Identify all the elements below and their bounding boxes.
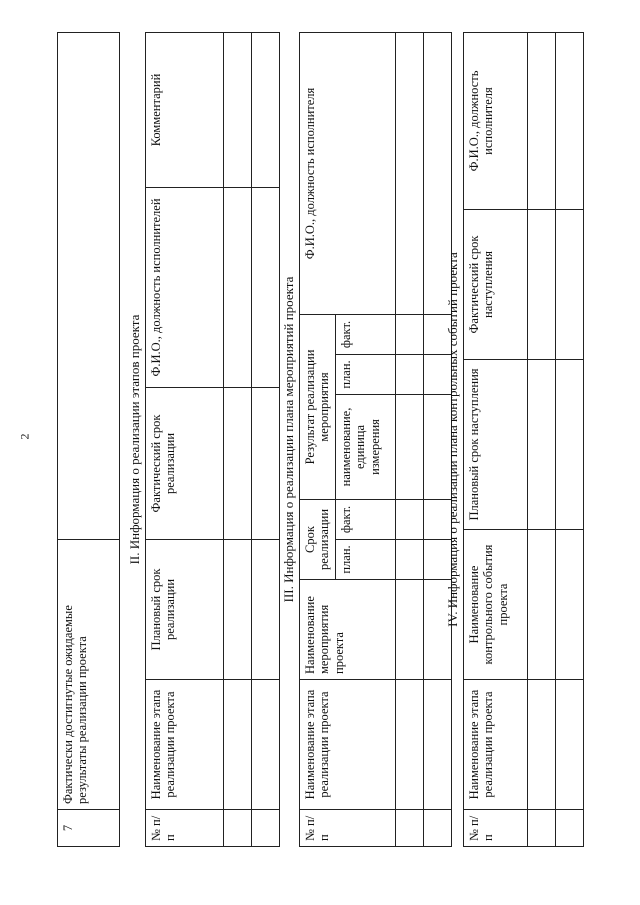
page-number: 2 xyxy=(17,433,32,440)
section2-table xyxy=(145,32,280,847)
section3-table xyxy=(299,32,452,847)
s3-h-num: № п/п xyxy=(300,810,396,847)
s2-h-fact: Фактический срок реализации xyxy=(146,388,224,540)
s2-h-num: № п/п xyxy=(146,810,224,847)
s3-h-term-fact: факт. xyxy=(335,500,395,540)
s3-h-result-name: наименование, единица измерения xyxy=(335,395,395,500)
s4-h-executor: Ф.И.О., должность исполнителя xyxy=(464,33,528,210)
section4-title: IV. Информация о реализации плана контрольных событий проекта xyxy=(445,252,460,627)
s4-h-num: № п/п xyxy=(464,810,528,847)
s3-h-executor: Ф.И.О., должность исполнителя xyxy=(300,33,396,315)
s2-h-comment: Комментарий xyxy=(146,33,224,188)
table-row xyxy=(556,33,584,847)
s4-h-fact: Фактический срок наступления xyxy=(464,210,528,360)
s2-h-plan: Плановый срок реализации xyxy=(146,540,224,680)
s4-h-stage: Наименование этапа реализации проекта xyxy=(464,680,528,810)
section3-title: III. Информация о реализации плана мероприятий проекта xyxy=(281,276,296,603)
section2-title: II. Информация о реализации этапов проекта xyxy=(127,314,142,565)
page-content xyxy=(57,32,587,847)
s4-h-event: Наименование контрольного события проекта xyxy=(464,530,528,680)
section4-table xyxy=(463,32,584,847)
row7-table xyxy=(57,32,120,847)
s3-h-term: Срок реализации xyxy=(300,500,336,580)
s3-h-result-fact: факт. xyxy=(335,315,395,355)
s3-h-result: Результат реализации мероприятия xyxy=(300,315,336,500)
s3-h-stage: Наименование этапа реализации проекта xyxy=(300,680,396,810)
table-row xyxy=(252,33,280,847)
s2-h-stage: Наименование этапа реализации проекта xyxy=(146,680,224,810)
rotated-page xyxy=(57,32,587,847)
table-row xyxy=(224,33,252,847)
row7-text: Фактически достигнутые ожидаемые результаты реализации проекта xyxy=(58,540,120,810)
s2-h-executor: Ф.И.О., должность исполнителей xyxy=(146,188,224,388)
s4-h-plan: Плановый срок наступления xyxy=(464,360,528,530)
table-row xyxy=(395,33,423,847)
row7-value[interactable] xyxy=(58,33,120,540)
row7-num: 7 xyxy=(58,810,120,847)
s3-h-event: Наименование мероприятия проекта xyxy=(300,580,396,680)
s3-h-term-plan: план. xyxy=(335,540,395,580)
table-row xyxy=(528,33,556,847)
s3-h-result-plan: план. xyxy=(335,355,395,395)
